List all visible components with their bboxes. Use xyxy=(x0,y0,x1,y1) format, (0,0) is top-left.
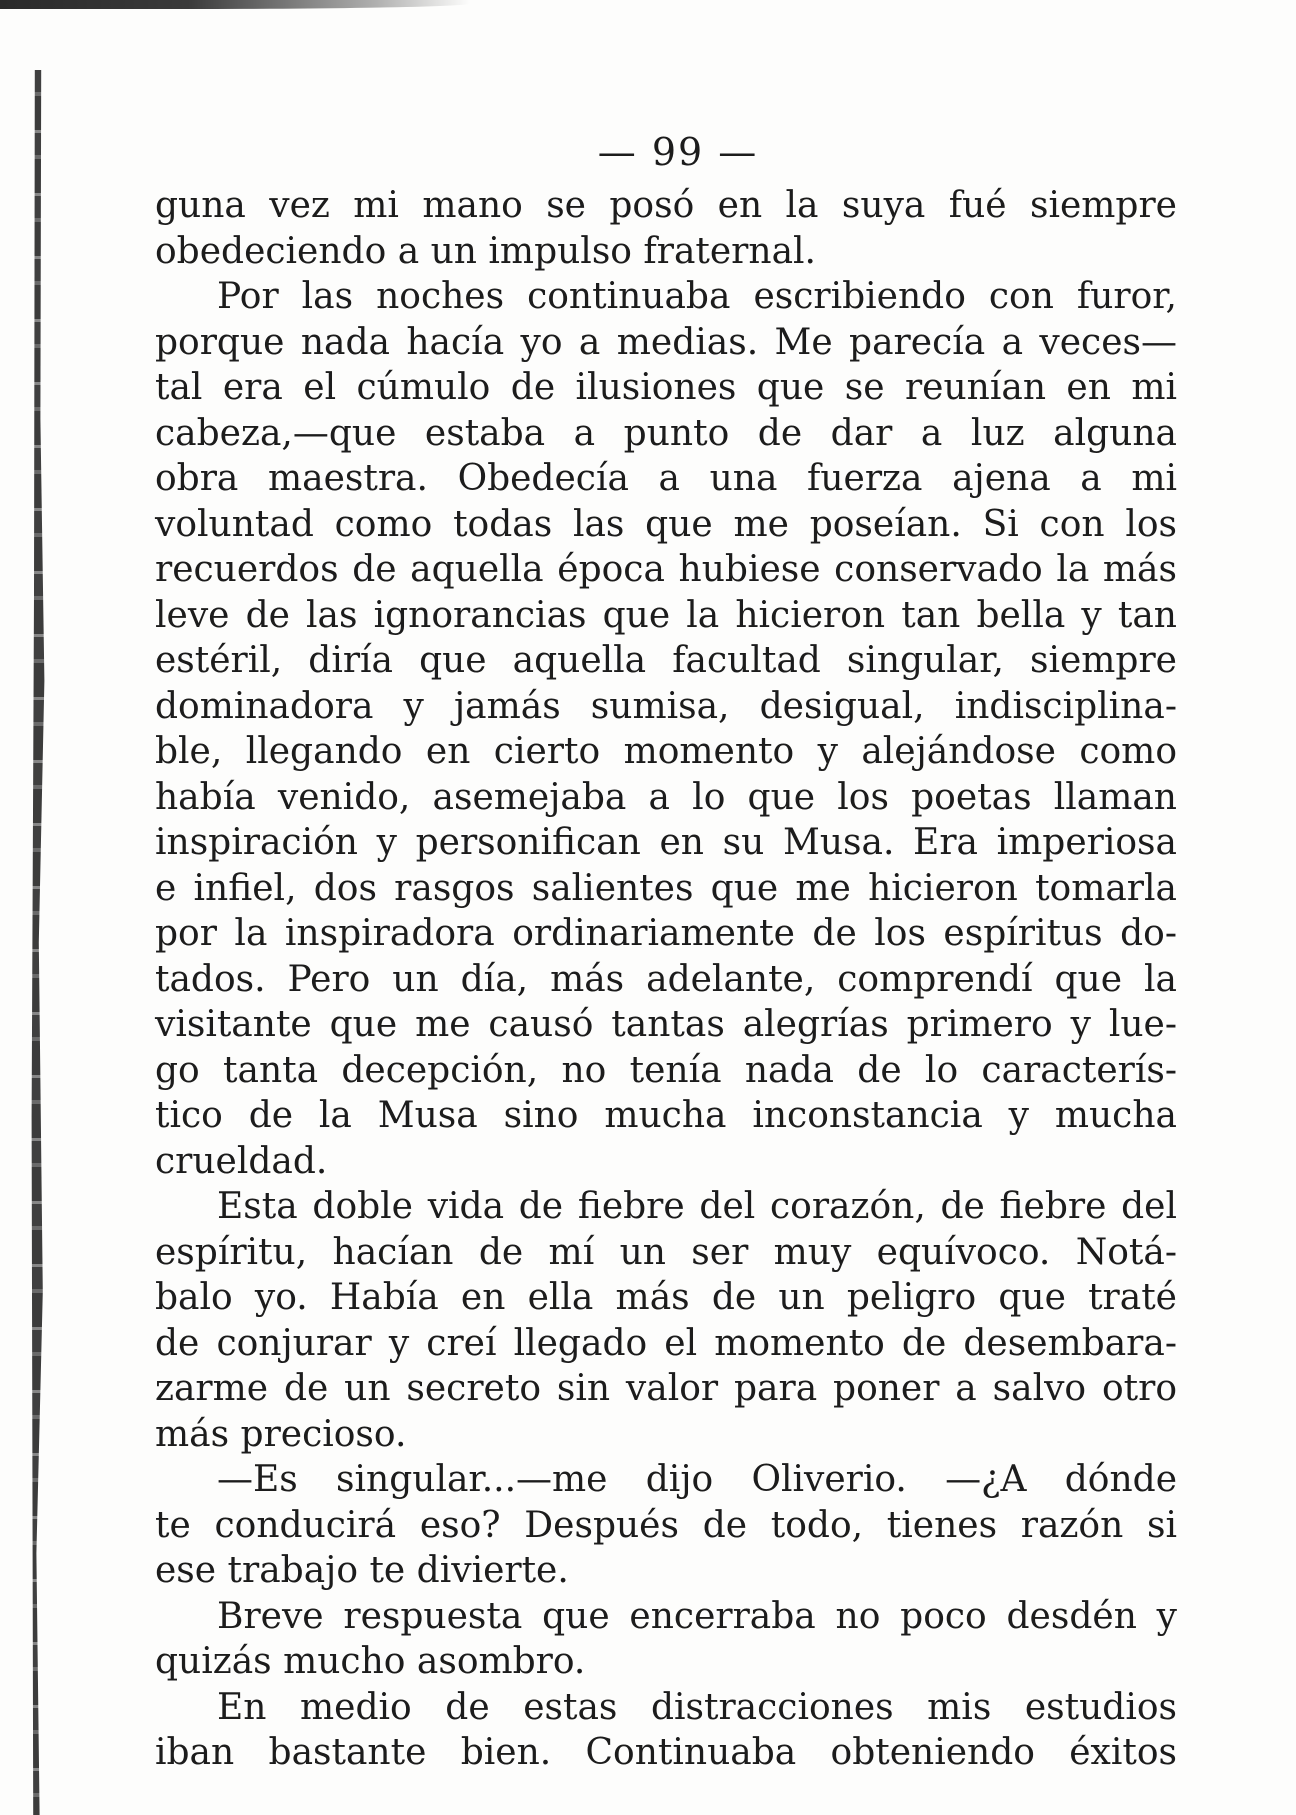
text-line: recuerdos de aquella época hubiese conservado la más xyxy=(155,549,1177,590)
text-line: leve de las ignorancias que la hicieron tan bella y tan xyxy=(155,594,1177,636)
text-line: estéril, diría que aquella facultad singular, siempre xyxy=(155,640,1177,681)
text-line: Esta doble vida de fiebre del corazón, de fiebre del xyxy=(217,1186,1177,1227)
text-line: go tanta decepción, no tenía nada de lo caracterís- xyxy=(155,1049,1177,1091)
text-line: Breve respuesta que encerraba no poco desdén y xyxy=(217,1595,1177,1637)
text-line: Por las noches continuaba escribiendo con furor, xyxy=(217,276,1177,317)
text-line: iban bastante bien. Continuaba obteniendo éxitos xyxy=(155,1732,1177,1773)
text-line: guna vez mi mano se posó en la suya fué siempre xyxy=(155,185,1177,226)
text-line: crueldad. xyxy=(155,1140,328,1182)
text-line: tados. Pero un día, más adelante, comprendí que la xyxy=(155,958,1177,1000)
text-line: había venido, asemejaba a lo que los poetas llaman xyxy=(155,776,1177,818)
text-line: voluntad como todas las que me poseían. Si con los xyxy=(155,503,1177,545)
text-line: zarme de un secreto sin valor para poner a salvo otro xyxy=(155,1368,1177,1409)
text-line: de conjurar y creí llegado el momento de desembara- xyxy=(155,1322,1177,1364)
body-text xyxy=(155,183,1177,1776)
text-line: te conducirá eso? Después de todo, tienes razón si xyxy=(155,1504,1177,1546)
text-line: e infiel, dos rasgos salientes que me hicieron tomarla xyxy=(155,867,1177,909)
page-number: — 99 — xyxy=(597,130,759,174)
binding-edge xyxy=(30,70,46,1815)
text-line: porque nada hacía yo a medias. Me parecía a veces— xyxy=(155,321,1177,363)
text-line: balo yo. Había en ella más de un peligro que traté xyxy=(155,1277,1177,1318)
text-line: dominadora y jamás sumisa, desigual, indisciplina- xyxy=(155,685,1177,727)
text-line: quizás mucho asombro. xyxy=(155,1641,586,1682)
text-line: cabeza,—que estaba a punto de dar a luz alguna xyxy=(155,412,1177,454)
text-line: obra maestra. Obedecía a una fuerza ajena a mi xyxy=(155,458,1177,499)
scan-smudge xyxy=(0,0,470,9)
text-line: —Es singular...—me dijo Oliverio. —¿A dónde xyxy=(217,1459,1177,1500)
text-line: ble, llegando en cierto momento y alejándose como xyxy=(155,731,1177,772)
text-line: espíritu, hacían de mí un ser muy equívoco. Notá- xyxy=(155,1231,1177,1273)
text-line: visitante que me causó tantas alegrías primero y lue- xyxy=(155,1004,1177,1045)
text-line: tal era el cúmulo de ilusiones que se reunían en mi xyxy=(155,367,1177,408)
text-line: obedeciendo a un impulso fraternal. xyxy=(155,230,816,272)
text-line: tico de la Musa sino mucha inconstancia y mucha xyxy=(155,1095,1177,1136)
text-line: por la inspiradora ordinariamente de los espíritus do- xyxy=(155,913,1177,954)
text-line: inspiración y personifican en su Musa. Era imperiosa xyxy=(155,822,1177,863)
text-line: En medio de estas distracciones mis estudios xyxy=(217,1686,1177,1728)
text-line: más precioso. xyxy=(155,1413,407,1455)
text-line: ese trabajo te divierte. xyxy=(155,1550,569,1591)
